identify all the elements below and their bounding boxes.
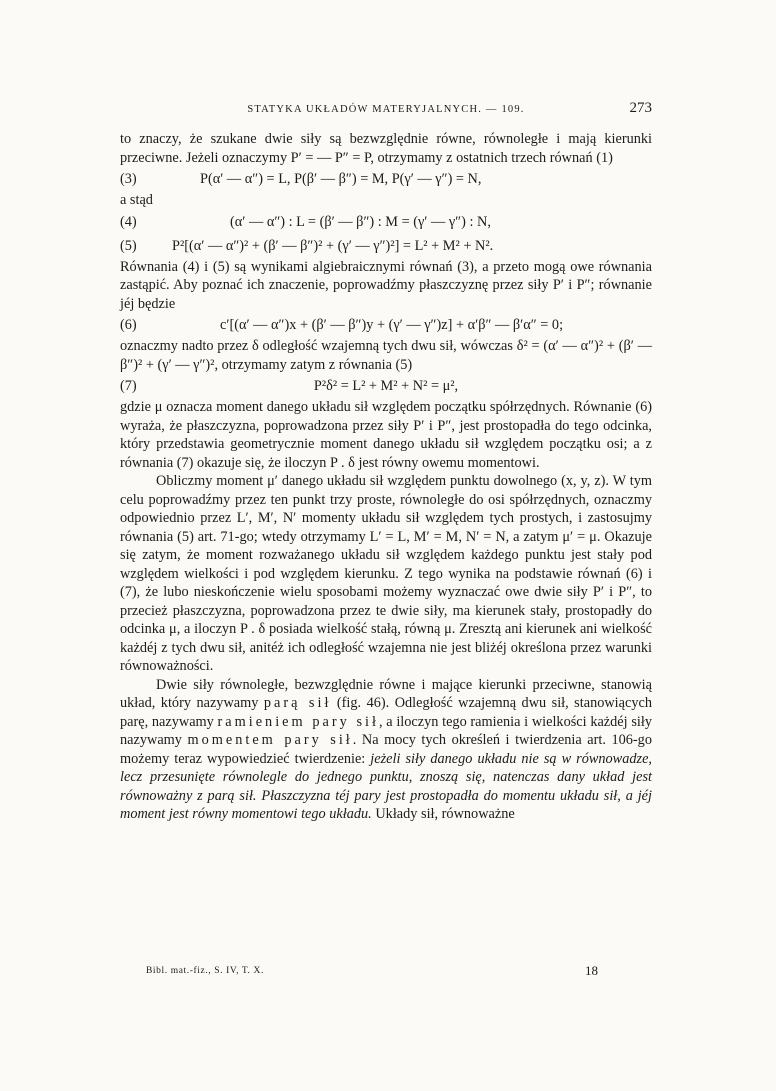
term-moment-pary-sil: momentem pary sił xyxy=(187,732,353,748)
paragraph-5: Obliczmy moment μ′ danego układu sił względem punktu dowolnego (x, y, z). W tym celu poprowadźmy przez ten punkt trzy proste, równoległe do osi spółrzędnych, oznaczmy odpowiednio przez L′, M′, N′ momenty układu sił względem tych prostych, i zastosujmy równania (5) art. 71-go; wtedy otrzymamy L′ = L, M′ = M, N′ = N, a zatym μ′ = μ. Okazuje się zatym, że moment rozważanego układu sił względem każdego punktu jest stały pod względem wielkości i pod względem kierunku. Z tego wynika na podstawie równań (6) i (7), że lubo nieskończenie wielu sposobami możemy wyznaczać owe dwie siły P′ i P″, to przecież płaszczyzna, poprowadzona przez te dwie siły, ma kierunek stały, prostopadły do odcinka μ, a iloczyn P . δ posiada wielkość stałą, równą μ. Zresztą ani kierunek ani wielkość każdéj z tych dwu sił, anitéż ich odległość wzajemna nie jest bliżéj określona przez warunki równoważności. xyxy=(120,473,652,674)
paragraph-6-text-b: (fig. 46). Odległość wzajemną dwu sił, stanowiących parę, nazywamy xyxy=(120,695,652,730)
equation-4 xyxy=(120,210,652,234)
page-number: 273 xyxy=(629,100,652,116)
equation-7 xyxy=(120,374,652,398)
equation-7-expression: P²δ² = L² + M² + N² = μ², xyxy=(313,378,459,394)
equation-6-expression: c′[(α′ — α″)x + (β′ — β″)y + (γ′ — γ″)z] + α′β″ — β′α″ = 0; xyxy=(220,317,564,333)
paragraph-6-text-c: , a iloczyn tego ramienia i wielkości każdéj siły nazywamy xyxy=(120,713,652,748)
equation-5-expression: P²[(α′ — α″)² + (β′ — β″)² + (γ′ — γ″)²] = L² + M² + N². xyxy=(172,237,494,254)
theorem-italic: jeżeli siły danego układu nie są w równowadze, lecz przesunięte równolegle do jednego punktu, znoszą się, natenczas dany układ jest równoważny z parą sił. Płaszczyzna téj pary jest prostopadła do momentu układu sił, a jéj moment jest równy momentowi tego układu. xyxy=(120,750,652,822)
page-header xyxy=(120,100,652,122)
a-stad-text: a stąd xyxy=(120,192,153,208)
equation-3-number: (3) xyxy=(120,171,137,187)
sheet-number: 18 xyxy=(585,963,598,978)
running-head: STATYKA UKŁADÓW MATERYJALNYCH. — 109. xyxy=(247,104,525,115)
equation-6 xyxy=(120,313,652,337)
equation-7-number: (7) xyxy=(120,378,137,394)
printer-signature: Bibl. mat.-fiz., S. IV, T. X. xyxy=(146,966,264,976)
page-body xyxy=(120,130,652,824)
page-footer xyxy=(146,963,598,979)
equation-3 xyxy=(120,167,652,191)
paragraph-4: gdzie μ oznacza moment danego układu sił względem początku spółrzędnych. Równanie (6) wyraża, że płaszczyzna, poprowadzona przez siły P′ i P″, jest prostopadła do tego odcinka, który przedstawia geometrycznie moment danego układu sił względem początku osi; a z równania (7) okazuje się, że iloczyn P . δ jest równy owemu momentowi. xyxy=(120,399,652,471)
paragraph-2: Równania (4) i (5) są wynikami algiebraicznymi równań (3), a przeto mogą owe równania zastąpić. Aby poznać ich znaczenie, poprowadźmy płaszczyznę przez siły P′ i P″; równanie jéj będzie xyxy=(120,258,652,312)
equation-4-number: (4) xyxy=(120,213,137,230)
equation-6-number: (6) xyxy=(120,317,137,333)
equation-4-expression: (α′ — α″) : L = (β′ — β″) : M = (γ′ — γ″) : N, xyxy=(230,213,491,230)
paragraph-3: oznaczmy nadto przez δ odległość wzajemną tych dwu sił, wówczas δ² = (α′ — α″)² + (β′ — β″)² + (γ′ — γ″)², otrzymamy zatym z równania (5) xyxy=(120,338,652,373)
term-ramie-pary-sil: ramieniem pary sił xyxy=(217,713,379,730)
equation-5-number: (5) xyxy=(120,237,137,254)
paragraph-6-text-d: . Na mocy tych określeń i twierdzenia art. 106-go możemy teraz wypowiedzieć twierdzenie: xyxy=(120,732,652,767)
paragraph-6 xyxy=(120,676,652,824)
paragraph-6-text-a: Dwie siły równoległe, bezwzględnie równe i mające kierunki przeciwne, stanowią układ, który nazywamy xyxy=(120,676,652,711)
term-para-sil: parą sił xyxy=(263,695,332,711)
equation-3-expression: P(α′ — α″) = L, P(β′ — β″) = M, P(γ′ — γ″) = N, xyxy=(200,171,482,187)
paragraph-6-text-e: Układy sił, równoważne xyxy=(371,806,515,822)
equation-5 xyxy=(120,234,652,258)
paragraph-1: to znaczy, że szukane dwie siły są bezwzględnie równe, równoległe i mają kierunki przeciwne. Jeżeli oznaczymy P′ = — P″ = P, otrzymamy z ostatnich trzech równań (1) xyxy=(120,131,652,166)
